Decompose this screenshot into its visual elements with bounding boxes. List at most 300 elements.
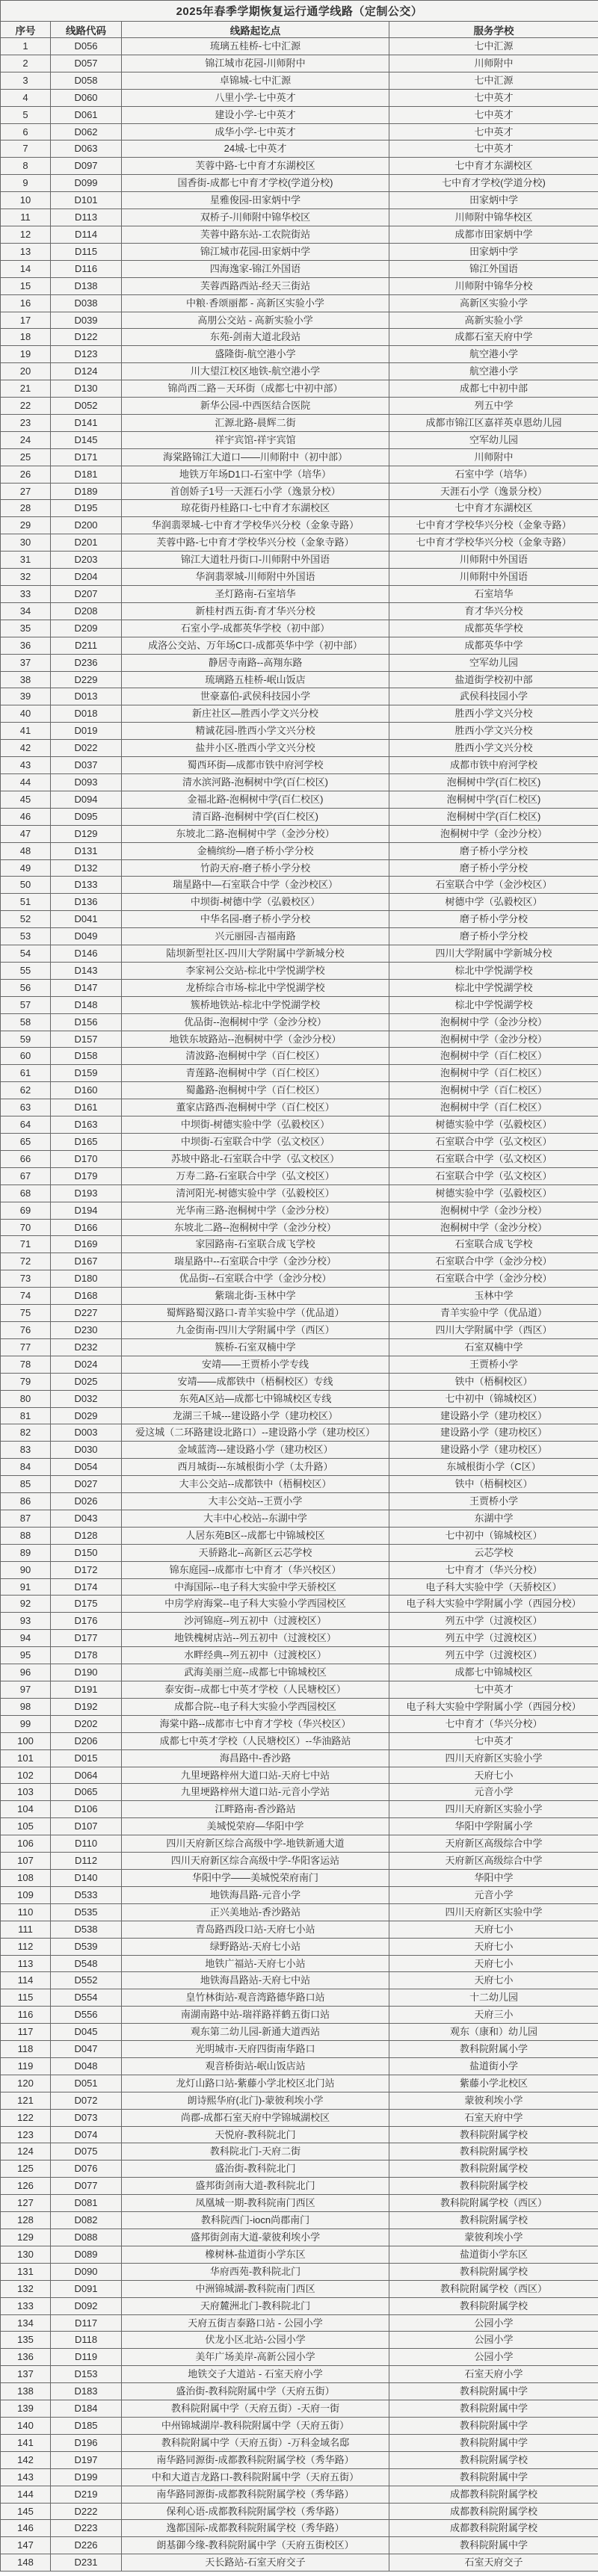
row-number: 37 <box>1 654 51 671</box>
table-row <box>1 2057 598 2075</box>
route-endpoints: 华润翡翠城-七中育才学校华兴分校（金象寺路） <box>122 517 389 534</box>
header-row <box>1 22 598 38</box>
row-number: 118 <box>1 2041 51 2058</box>
row-number: 126 <box>1 2178 51 2195</box>
service-school: 棕北中学悦湖学校 <box>389 962 598 979</box>
route-endpoints: 东坡北二路-泡桐树中学（金沙分校） <box>122 825 389 842</box>
service-school: 石室联合中学（弘文校区） <box>389 1150 598 1167</box>
route-code: D048 <box>51 2057 122 2075</box>
table-row <box>1 1784 598 1801</box>
table-row <box>1 757 598 774</box>
table-row <box>1 1596 598 1613</box>
service-school: 川师附中 <box>389 448 598 466</box>
route-code: D106 <box>51 1801 122 1818</box>
route-endpoints: 中华名园-磨子桥小学分校 <box>122 911 389 928</box>
service-school: 教科院附属学校 <box>389 2160 598 2178</box>
service-school: 教科院附属小学 <box>389 2041 598 2058</box>
route-code: D236 <box>51 654 122 671</box>
row-number: 143 <box>1 2468 51 2486</box>
service-school: 教科院附属学校 <box>389 2212 598 2229</box>
row-number: 75 <box>1 1305 51 1322</box>
table-row <box>1 2160 598 2178</box>
route-code: D157 <box>51 1031 122 1048</box>
route-endpoints: 圣灯路南-石室培华 <box>122 586 389 603</box>
route-endpoints: 盛治街-教科院北门 <box>122 2160 389 2178</box>
route-endpoints: 九里埂路梓州大道口站-天府七中站 <box>122 1767 389 1784</box>
row-number: 111 <box>1 1921 51 1938</box>
service-school: 泡桐树中学（金沙分校） <box>389 1013 598 1031</box>
service-school: 青羊实验中学（优品道） <box>389 1305 598 1322</box>
table-row <box>1 2280 598 2297</box>
route-code: D056 <box>51 38 122 55</box>
table-row <box>1 602 598 620</box>
service-school: 七中育才东湖校区 <box>389 500 598 517</box>
route-endpoints: 尚郡-成都石室天府中学锦城湖校区 <box>122 2109 389 2126</box>
service-school: 磨子桥小学分校 <box>389 911 598 928</box>
route-endpoints: 清河阳光-树德实验中学（弘毅校区） <box>122 1184 389 1202</box>
row-number: 52 <box>1 911 51 928</box>
service-school: 七中初中（锦城校区） <box>389 1527 598 1544</box>
row-number: 116 <box>1 2007 51 2024</box>
route-code: D219 <box>51 2486 122 2503</box>
route-code: D552 <box>51 1972 122 1989</box>
route-endpoints: 双桥子-川师附中锦华校区 <box>122 209 389 226</box>
row-number: 56 <box>1 979 51 996</box>
route-endpoints: 九金街南-四川大学附属中学（西区） <box>122 1321 389 1338</box>
route-code: D175 <box>51 1596 122 1613</box>
row-number: 114 <box>1 1972 51 1989</box>
row-number: 68 <box>1 1184 51 1202</box>
route-endpoints: 美年广场美岸-高新公园小学 <box>122 2349 389 2366</box>
row-number: 77 <box>1 1338 51 1356</box>
row-number: 146 <box>1 2520 51 2537</box>
row-number: 141 <box>1 2434 51 2451</box>
row-number: 94 <box>1 1630 51 1647</box>
table-row <box>1 2007 598 2024</box>
service-school: 观东（康和）幼儿园 <box>389 2024 598 2041</box>
service-school: 七中育才学校(学道分校) <box>389 175 598 192</box>
service-school: 石室双楠中学 <box>389 1338 598 1356</box>
route-code: D176 <box>51 1613 122 1630</box>
table-row <box>1 2520 598 2537</box>
service-school: 紫藤小学北校区 <box>389 2075 598 2092</box>
route-code: D089 <box>51 2246 122 2263</box>
table-row <box>1 2366 598 2383</box>
column-header-route-endpoints: 线路起讫点 <box>122 22 389 38</box>
table-row <box>1 1647 598 1664</box>
route-endpoints: 石室小学-成都英华学校（初中部） <box>122 620 389 637</box>
table-row <box>1 2383 598 2400</box>
route-endpoints: 蜀蠡路-泡桐树中学（百仁校区） <box>122 1082 389 1099</box>
route-code: D032 <box>51 1390 122 1407</box>
route-endpoints: 海棠中路--成都市七中育才学校（华兴校区） <box>122 1715 389 1732</box>
table-row <box>1 1424 598 1442</box>
service-school: 教科院附属中学 <box>389 2537 598 2554</box>
route-code: D099 <box>51 175 122 192</box>
route-endpoints: 中粮·香颂丽都 - 高新区实验小学 <box>122 294 389 312</box>
row-number: 102 <box>1 1767 51 1784</box>
route-endpoints: 锦江城市花园-田家炳中学 <box>122 243 389 260</box>
route-code: D072 <box>51 2092 122 2109</box>
route-endpoints: 青莲路-泡桐树中学（百仁校区） <box>122 1065 389 1082</box>
route-endpoints: 地铁万年场D1口-石室中学（培华） <box>122 466 389 483</box>
service-school: 教科院附属学校 <box>389 2263 598 2280</box>
route-endpoints: 天府麓洲北门-教科院北门 <box>122 2297 389 2314</box>
service-school: 教科院附属学校 <box>389 2178 598 2195</box>
table-row <box>1 1219 598 1236</box>
route-code: D065 <box>51 1784 122 1801</box>
row-number: 108 <box>1 1869 51 1886</box>
route-code: D081 <box>51 2195 122 2212</box>
route-endpoints: 南华路同源街-成都教科院附属学校（秀华路） <box>122 2486 389 2503</box>
route-endpoints: 安靖——成都铁中（梧桐校区）专线 <box>122 1373 389 1390</box>
table-row <box>1 1390 598 1407</box>
table-row <box>1 2143 598 2160</box>
row-number: 35 <box>1 620 51 637</box>
route-code: D208 <box>51 602 122 620</box>
route-code: D184 <box>51 2400 122 2418</box>
route-endpoints: 川大望江校区地铁-航空港小学 <box>122 363 389 380</box>
table-row <box>1 1202 598 1219</box>
route-endpoints: 芙蓉西路西站-经天三街站 <box>122 277 389 294</box>
row-number: 41 <box>1 723 51 740</box>
route-code: D169 <box>51 1236 122 1253</box>
service-school: 教科院附属中学 <box>389 2417 598 2434</box>
service-school: 七中育才学校华兴分校（金象寺路） <box>389 534 598 552</box>
service-school: 四川天府新区实验小学 <box>389 1801 598 1818</box>
row-number: 138 <box>1 2383 51 2400</box>
table-row <box>1 996 598 1013</box>
service-school: 田家炳中学 <box>389 243 598 260</box>
row-number: 115 <box>1 1989 51 2007</box>
route-code: D073 <box>51 2109 122 2126</box>
route-code: D556 <box>51 2007 122 2024</box>
route-endpoints: 蜀西环街—成都市铁中府河学校 <box>122 757 389 774</box>
service-school: 棕北中学悦湖学校 <box>389 979 598 996</box>
route-endpoints: 南湖南路中站-瑞祥路祥鹤五街口站 <box>122 2007 389 2024</box>
route-code: D128 <box>51 1527 122 1544</box>
service-school: 天府七小 <box>389 1767 598 1784</box>
service-school: 天府七小 <box>389 1955 598 1972</box>
route-endpoints: 芙蓉中路-七中育才东湖校区 <box>122 158 389 175</box>
service-school: 铁中（梧桐校区） <box>389 1373 598 1390</box>
service-school: 成都石室天府中学 <box>389 329 598 346</box>
route-code: D095 <box>51 808 122 825</box>
row-number: 127 <box>1 2195 51 2212</box>
row-number: 11 <box>1 209 51 226</box>
route-code: D082 <box>51 2212 122 2229</box>
route-code: D160 <box>51 1082 122 1099</box>
row-number: 9 <box>1 175 51 192</box>
table-row <box>1 123 598 140</box>
table-row <box>1 1801 598 1818</box>
table-row <box>1 1476 598 1493</box>
service-school: 锦江外国语 <box>389 260 598 277</box>
route-code: D196 <box>51 2434 122 2451</box>
service-school: 铁中（梧桐校区） <box>389 1476 598 1493</box>
table-row <box>1 740 598 757</box>
route-endpoints: 新庄社区—胜西小学文兴分校 <box>122 705 389 723</box>
table-row <box>1 842 598 859</box>
table-row <box>1 877 598 894</box>
route-code: D091 <box>51 2280 122 2297</box>
route-endpoints: 新桂村西五街-育才华兴分校 <box>122 602 389 620</box>
route-endpoints: 地铁海昌路站-天府七中站 <box>122 1972 389 1989</box>
column-header-route-code: 线路代码 <box>51 22 122 38</box>
table-row <box>1 2229 598 2246</box>
service-school: 十二幼儿园 <box>389 1989 598 2007</box>
route-endpoints: 精诚花园-胜西小学文兴分校 <box>122 723 389 740</box>
row-number: 44 <box>1 773 51 791</box>
service-school: 天府新区高级综合中学 <box>389 1853 598 1870</box>
table-row <box>1 705 598 723</box>
route-endpoints: 光华南三路-泡桐树中学（金沙分校） <box>122 1202 389 1219</box>
row-number: 137 <box>1 2366 51 2383</box>
table-row <box>1 688 598 705</box>
route-endpoints: 江畔路南-香沙路站 <box>122 1801 389 1818</box>
route-code: D058 <box>51 72 122 89</box>
row-number: 62 <box>1 1082 51 1099</box>
route-endpoints: 华阳中学——美城悦荣府南门 <box>122 1869 389 1886</box>
table-row <box>1 2349 598 2366</box>
route-code: D147 <box>51 979 122 996</box>
route-endpoints: 地铁广福站-天府七小站 <box>122 1955 389 1972</box>
table-row <box>1 1955 598 1972</box>
row-number: 99 <box>1 1715 51 1732</box>
table-row <box>1 825 598 842</box>
row-number: 72 <box>1 1253 51 1270</box>
table-row <box>1 791 598 808</box>
row-number: 3 <box>1 72 51 89</box>
table-row <box>1 1150 598 1167</box>
row-number: 65 <box>1 1134 51 1151</box>
service-school: 教科院附属中学 <box>389 2434 598 2451</box>
service-school: 泡桐树中学(百仁校区) <box>389 773 598 791</box>
table-row <box>1 654 598 671</box>
table-row <box>1 466 598 483</box>
route-endpoints: 24城-七中英才 <box>122 140 389 158</box>
service-school: 建设路小学（建功校区） <box>389 1407 598 1424</box>
table-row <box>1 1681 598 1699</box>
service-school: 四川大学附属中学新城分校 <box>389 945 598 963</box>
route-code: D054 <box>51 1459 122 1476</box>
service-school: 石室联合中学（弘文校区） <box>389 1167 598 1184</box>
table-row <box>1 1921 598 1938</box>
service-school: 七中英才 <box>389 1681 598 1699</box>
service-school: 航空港小学 <box>389 363 598 380</box>
route-code: D165 <box>51 1134 122 1151</box>
service-school: 成都七中锦城校区 <box>389 1664 598 1681</box>
route-code: D114 <box>51 226 122 243</box>
route-code: D535 <box>51 1903 122 1921</box>
route-endpoints: 东苑A区站—成都七中锦城校区专线 <box>122 1390 389 1407</box>
table-row <box>1 1630 598 1647</box>
route-code: D063 <box>51 140 122 158</box>
service-school: 胜西小学文兴分校 <box>389 723 598 740</box>
route-endpoints: 盛隆街-航空港小学 <box>122 346 389 363</box>
route-endpoints: 中州锦城湖岸-教科院附属中学（天府五街） <box>122 2417 389 2434</box>
route-code: D136 <box>51 894 122 911</box>
table-row <box>1 586 598 603</box>
route-endpoints: 地铁海昌路-元音小学 <box>122 1886 389 1903</box>
service-school: 列五中学（过渡校区） <box>389 1630 598 1647</box>
table-row <box>1 1031 598 1048</box>
route-endpoints: 簇桥-石室双楠中学 <box>122 1338 389 1356</box>
row-number: 120 <box>1 2075 51 2092</box>
route-endpoints: 天悦府-教科院北门 <box>122 2126 389 2143</box>
service-school: 教科院附属学校 <box>389 2126 598 2143</box>
service-school: 泡桐树中学（百仁校区） <box>389 1065 598 1082</box>
service-school: 泡桐树中学（百仁校区） <box>389 1048 598 1065</box>
service-school: 教科院附属学校 <box>389 2143 598 2160</box>
service-school: 七中汇源 <box>389 38 598 55</box>
route-endpoints: 武海美丽兰庭--成都七中锦城校区 <box>122 1664 389 1681</box>
table-row <box>1 1065 598 1082</box>
service-school: 石室天府交子 <box>389 2554 598 2572</box>
row-number: 69 <box>1 1202 51 1219</box>
service-school: 空军幼儿园 <box>389 654 598 671</box>
route-code: D533 <box>51 1886 122 1903</box>
route-code: D064 <box>51 1767 122 1784</box>
route-code: D038 <box>51 294 122 312</box>
route-code: D204 <box>51 569 122 586</box>
row-number: 125 <box>1 2160 51 2178</box>
row-number: 4 <box>1 89 51 106</box>
table-row <box>1 773 598 791</box>
route-code: D177 <box>51 1630 122 1647</box>
route-code: D037 <box>51 757 122 774</box>
route-code: D192 <box>51 1698 122 1715</box>
row-number: 95 <box>1 1647 51 1664</box>
table-row <box>1 1698 598 1715</box>
row-number: 132 <box>1 2280 51 2297</box>
row-number: 107 <box>1 1853 51 1870</box>
table-row <box>1 2451 598 2468</box>
route-code: D062 <box>51 123 122 140</box>
route-code: D153 <box>51 2366 122 2383</box>
table-row <box>1 1664 598 1681</box>
table-row <box>1 1561 598 1578</box>
service-school: 川师附中外国语 <box>389 569 598 586</box>
route-endpoints: 琉璃五桂桥-七中汇源 <box>122 38 389 55</box>
route-endpoints: 泰安街--成都七中英才学校（人民塘校区） <box>122 1681 389 1699</box>
row-number: 51 <box>1 894 51 911</box>
route-code: D195 <box>51 500 122 517</box>
row-number: 84 <box>1 1459 51 1476</box>
route-code: D047 <box>51 2041 122 2058</box>
table-row <box>1 2554 598 2572</box>
row-number: 46 <box>1 808 51 825</box>
service-school: 泡桐树中学（金沙分校） <box>389 1031 598 1048</box>
route-code: D119 <box>51 2349 122 2366</box>
table-row <box>1 277 598 294</box>
route-endpoints: 陆坝新型社区-四川大学附属中学新城分校 <box>122 945 389 963</box>
table-row <box>1 1938 598 1955</box>
service-school: 东城根街小学（C区） <box>389 1459 598 1476</box>
service-school: 成都教科院附属学校 <box>389 2486 598 2503</box>
row-number: 119 <box>1 2057 51 2075</box>
route-endpoints: 八里小学-七中英才 <box>122 89 389 106</box>
service-school: 石室联合中学（金沙分校） <box>389 1253 598 1270</box>
route-endpoints: 李家祠公交站-棕北中学悦湖学校 <box>122 962 389 979</box>
service-school: 公园小学 <box>389 2349 598 2366</box>
route-code: D052 <box>51 398 122 415</box>
route-endpoints: 橡树林-盐道街小学东区 <box>122 2246 389 2263</box>
table-row <box>1 1493 598 1510</box>
route-code: D229 <box>51 671 122 688</box>
route-code: D133 <box>51 877 122 894</box>
row-number: 147 <box>1 2537 51 2554</box>
table-row <box>1 1459 598 1476</box>
route-endpoints: 教科院附属中学（天府五街）-万科金域名邸 <box>122 2434 389 2451</box>
row-number: 30 <box>1 534 51 552</box>
service-school: 成都教科院附属学校 <box>389 2520 598 2537</box>
row-number: 117 <box>1 2024 51 2041</box>
row-number: 87 <box>1 1510 51 1527</box>
service-school: 七中育才（华兴分校） <box>389 1561 598 1578</box>
route-code: D123 <box>51 346 122 363</box>
service-school: 石室天府中学 <box>389 2109 598 2126</box>
service-school: 天涯石小学（逸景分校） <box>389 483 598 500</box>
route-endpoints: 优品街--石室联合中学（金沙分校） <box>122 1270 389 1288</box>
route-code: D203 <box>51 552 122 569</box>
table-row <box>1 1236 598 1253</box>
route-code: D207 <box>51 586 122 603</box>
route-endpoints: 清百路-泡桐树中学(百仁校区) <box>122 808 389 825</box>
row-number: 36 <box>1 637 51 654</box>
route-endpoints: 凤凰城一期-教科院南门西区 <box>122 2195 389 2212</box>
route-code: D150 <box>51 1544 122 1561</box>
service-school: 成都市铁中府河学校 <box>389 757 598 774</box>
route-endpoints: 西月城街---东城根街小学（太升路） <box>122 1459 389 1476</box>
route-endpoints: 锦江城市花园-川师附中 <box>122 55 389 72</box>
table-row <box>1 1288 598 1305</box>
service-school: 七中育才东湖校区 <box>389 158 598 175</box>
table-row <box>1 1732 598 1749</box>
route-endpoints: 东坡北二路--泡桐树中学（金沙分校） <box>122 1219 389 1236</box>
service-school: 公园小学 <box>389 2314 598 2332</box>
service-school: 蒙彼利埃小学 <box>389 2092 598 2109</box>
route-endpoints: 东苑-剑南大道北段站 <box>122 329 389 346</box>
table-row <box>1 1184 598 1202</box>
service-school: 树德实验中学（弘毅校区） <box>389 1116 598 1134</box>
service-school: 元音小学 <box>389 1784 598 1801</box>
table-row <box>1 192 598 209</box>
route-code: D222 <box>51 2503 122 2520</box>
table-row <box>1 500 598 517</box>
row-number: 48 <box>1 842 51 859</box>
service-school: 川师附中锦华分校 <box>389 277 598 294</box>
row-number: 106 <box>1 1835 51 1853</box>
row-number: 47 <box>1 825 51 842</box>
route-endpoints: 卓锦城-七中汇源 <box>122 72 389 89</box>
route-endpoints: 家园路南-石室联合成飞学校 <box>122 1236 389 1253</box>
route-endpoints: 美城悦荣府—华阳中学 <box>122 1818 389 1835</box>
route-code: D199 <box>51 2468 122 2486</box>
table-row <box>1 2468 598 2486</box>
route-endpoints: 芙蓉中路东站-工农院街站 <box>122 226 389 243</box>
route-endpoints: 清波路-泡桐树中学（百仁校区） <box>122 1048 389 1065</box>
row-number: 67 <box>1 1167 51 1184</box>
row-number: 27 <box>1 483 51 500</box>
table-row <box>1 448 598 466</box>
row-number: 96 <box>1 1664 51 1681</box>
table-row <box>1 431 598 448</box>
service-school: 列五中学 <box>389 398 598 415</box>
row-number: 78 <box>1 1356 51 1373</box>
service-school: 天府七小 <box>389 1921 598 1938</box>
service-school: 胜西小学文兴分校 <box>389 705 598 723</box>
